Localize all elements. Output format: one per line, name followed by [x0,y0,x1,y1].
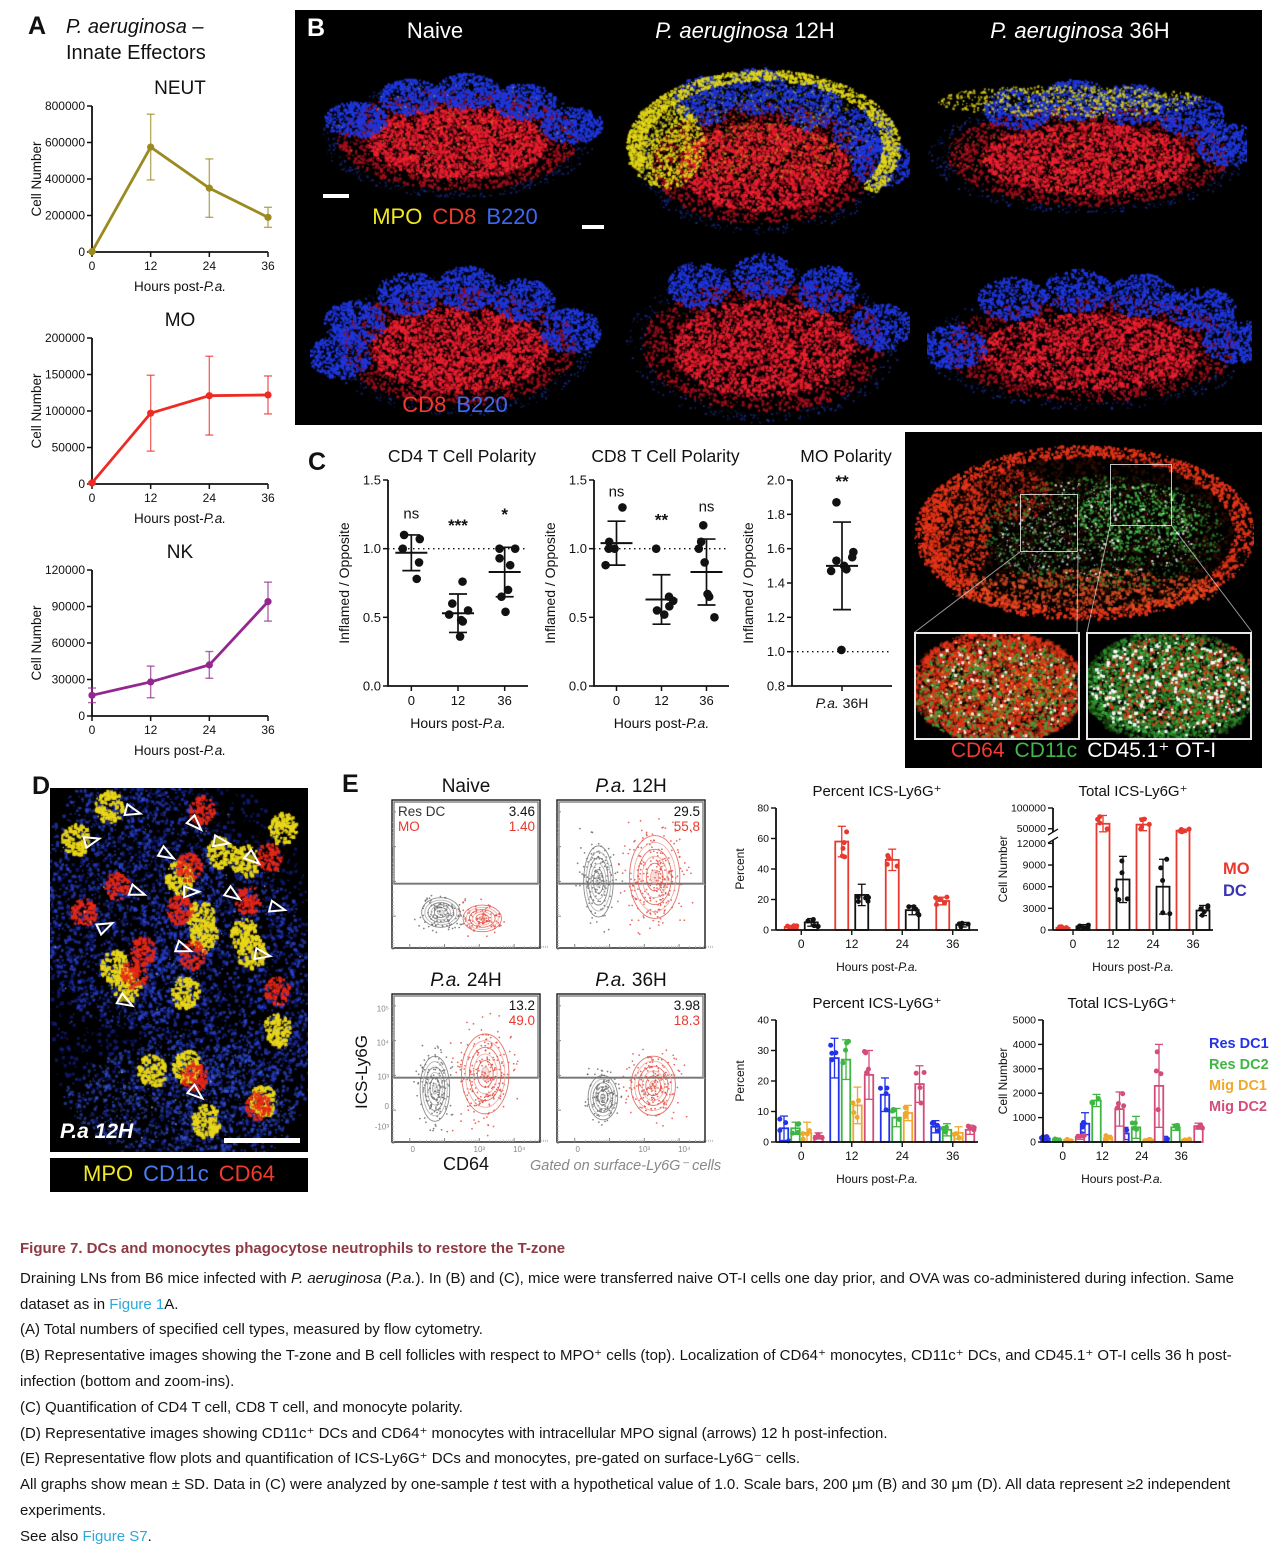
svg-text:5000: 5000 [1012,1014,1036,1027]
figure-link[interactable]: Figure 1 [109,1295,165,1313]
panel-c-label: C [308,448,327,476]
svg-text:0.0: 0.0 [362,678,381,694]
panel-b-label: B [307,14,326,42]
flow-x-axis-label: CD64 [442,1154,490,1174]
svg-text:Mig DC2: Mig DC2 [1209,1099,1267,1115]
svg-text:1.5: 1.5 [568,472,587,488]
svg-text:0: 0 [575,1145,580,1154]
panel-a-title-rest: Innate Effectors [66,42,206,64]
svg-text:P.a. 36H: P.a. 36H [815,695,869,711]
panel-e-label: E [342,770,359,798]
svg-text:12: 12 [450,693,466,708]
svg-text:1.0: 1.0 [568,541,587,557]
svg-text:24: 24 [202,259,217,273]
svg-text:6000: 6000 [1022,881,1046,894]
channel-label-mpo: MPO [83,1161,134,1186]
channel-label-b220: B220 [456,392,508,417]
svg-text:4000: 4000 [1012,1038,1036,1051]
svg-text:Percent ICS-Ly6G⁺: Percent ICS-Ly6G⁺ [812,995,942,1012]
svg-text:0: 0 [88,259,96,273]
figure-caption [20,1236,1257,1550]
channel-label-b220: B220 [486,204,538,229]
svg-text:29.5: 29.5 [673,804,700,819]
svg-text:12000: 12000 [1016,837,1046,850]
svg-text:12: 12 [1106,937,1120,951]
svg-text:3.98: 3.98 [673,998,700,1013]
panel-a-label: A [28,12,47,40]
svg-text:0: 0 [384,1101,389,1111]
svg-text:Hours post-P.a.: Hours post-P.a. [613,715,710,731]
svg-text:36: 36 [946,1149,960,1163]
svg-text:10³: 10³ [638,1145,651,1154]
svg-text:10: 10 [757,1106,769,1118]
svg-text:Hours post-P.a.: Hours post-P.a. [836,1172,918,1186]
caption-title: Figure 7. DCs and monocytes phagocytose neutrophils to restore the T-zone [20,1240,566,1257]
svg-text:800000: 800000 [44,99,85,113]
svg-text:12: 12 [143,723,158,737]
svg-text:-10³: -10³ [374,1122,389,1132]
panel-c [302,440,902,770]
svg-text:2000: 2000 [1012,1087,1036,1100]
scale-bar [224,1138,300,1143]
svg-text:0.0: 0.0 [568,678,587,694]
svg-text:24: 24 [1135,1149,1149,1163]
panel-a-title [66,14,206,66]
bar-chart-percent-mo-dc [732,778,990,978]
line-chart-neut [28,72,282,298]
panel-d-label: D [32,772,51,800]
svg-text:0: 0 [88,723,96,737]
svg-text:36: 36 [261,259,275,273]
panel-a [20,10,292,768]
svg-text:9000: 9000 [1022,859,1046,872]
ln-image-pa36h-mpo-cd8-b220 [927,65,1247,225]
flow-title-pa12h: P.a. 12H [595,776,667,797]
svg-text:36: 36 [261,723,275,737]
svg-text:Res DC1: Res DC1 [1209,1036,1269,1052]
svg-text:60000: 60000 [51,636,85,650]
svg-text:Hours post-P.a.: Hours post-P.a. [133,279,227,294]
svg-text:ns: ns [608,483,625,501]
svg-text:Inflamed / Opposite: Inflamed / Opposite [336,522,352,644]
svg-text:20: 20 [757,1075,769,1088]
channel-legend-bar [50,1158,308,1192]
svg-text:12: 12 [143,259,158,273]
svg-text:40: 40 [757,1014,769,1027]
svg-text:49.0: 49.0 [508,1013,535,1028]
svg-text:18.3: 18.3 [673,1013,700,1028]
svg-text:36: 36 [1174,1149,1188,1163]
svg-text:100000: 100000 [1010,802,1046,815]
bar-chart-total-mo-dc [995,778,1269,978]
panel-e [340,772,1269,1204]
panel-d [28,772,313,1202]
arrowheads-overlay [50,788,308,1152]
flow-title-pa24h: P.a. 24H [430,970,502,991]
svg-text:24: 24 [895,937,909,951]
svg-text:12: 12 [1095,1149,1109,1163]
scatter-cd8-polarity [542,442,740,742]
svg-text:0: 0 [78,477,85,491]
svg-text:MO: MO [164,310,196,331]
bar-chart-percent-dc-subsets [732,990,990,1190]
svg-text:0: 0 [1040,924,1046,937]
svg-text:0: 0 [1059,1149,1067,1163]
svg-text:Cell Number: Cell Number [29,373,44,449]
svg-text:60: 60 [757,833,769,845]
caption-line: See also Figure S7. [20,1527,152,1545]
flow-plot-pa36h [557,994,705,1154]
svg-text:1000: 1000 [1012,1112,1036,1125]
svg-text:Hours post-P.a.: Hours post-P.a. [133,743,227,758]
svg-text:13.2: 13.2 [508,998,535,1013]
svg-text:0: 0 [612,693,621,708]
svg-text:0: 0 [763,1136,769,1149]
svg-text:1.6: 1.6 [766,541,785,557]
svg-text:10⁴: 10⁴ [678,1145,691,1154]
svg-text:12: 12 [143,491,158,505]
svg-text:3000: 3000 [1022,902,1046,915]
svg-text:10⁵: 10⁵ [376,1004,389,1014]
ln-image-naive-mpo-cd8-b220 [307,60,607,200]
svg-text:50000: 50000 [51,440,85,455]
svg-text:0.5: 0.5 [568,609,587,625]
svg-text:1.4: 1.4 [766,575,785,591]
channel-label-cd64: CD64 [218,1161,275,1186]
svg-text:**: ** [835,471,849,491]
channel-label-mpo: MPO [372,204,423,229]
svg-text:Total ICS-Ly6G⁺: Total ICS-Ly6G⁺ [1067,995,1177,1012]
svg-text:Hours post-P.a.: Hours post-P.a. [1081,1172,1163,1186]
zoom-inset-image-1 [914,632,1080,740]
svg-text:1.40: 1.40 [508,819,535,834]
flow-plot-pa24h [374,994,540,1154]
caption-line: All graphs show mean ± SD. Data in (C) were analyzed by one-sample t test with a hypothetical value of 1.0. Scale bars, 200 μm (B) and 30 μm (D). All data represent ≥2 independent experiments. [20,1476,1231,1519]
svg-text:12: 12 [654,693,669,708]
svg-text:Mig DC1: Mig DC1 [1209,1078,1267,1094]
flow-y-axis-label: ICS-Ly6G [352,1035,371,1110]
channel-label-cd64: CD64 [950,739,1005,762]
svg-text:***: *** [448,515,468,535]
svg-text:2.0: 2.0 [766,472,785,488]
flow-title-pa36h: P.a. 36H [595,970,667,991]
figure-link[interactable]: Figure S7 [82,1527,148,1545]
caption-line: (D) Representative images showing CD11c⁺ DCs and CD64⁺ monocytes with intracellular MPO signal (arrows) 12 h post-infection. [20,1424,888,1442]
svg-text:Percent: Percent [733,1060,747,1102]
svg-text:MO Polarity: MO Polarity [800,446,892,466]
svg-text:MO: MO [398,819,420,834]
flow-plot-naive [392,800,540,948]
column-header-naive: Naive [406,18,464,43]
svg-text:1.8: 1.8 [766,506,785,522]
svg-text:Inflamed / Opposite: Inflamed / Opposite [740,522,756,644]
caption-line: (B) Representative images showing the T-zone and B cell follicles with respect to MPO⁺ cells (top). Localization of CD64⁺ monocytes, CD11c⁺ DCs, and CD45.1⁺ OT-I cells 36 h post-infection (bottom and zoom-ins). [20,1347,1232,1390]
column-header-pa36h: P. aeruginosa 36H [990,18,1170,43]
svg-text:36: 36 [497,693,512,708]
svg-text:Inflamed / Opposite: Inflamed / Opposite [542,522,558,644]
svg-text:0: 0 [88,491,96,505]
caption-line: (A) Total numbers of specified cell types, measured by flow cytometry. [20,1321,483,1339]
zoom-inset-image-2 [1086,632,1252,740]
svg-text:20: 20 [757,894,769,906]
channel-label-cd11c: CD11c [1014,739,1078,762]
ln-image-pa12h-mpo-cd8-b220 [615,55,910,240]
svg-text:0: 0 [78,709,85,723]
svg-text:Percent: Percent [733,848,747,890]
svg-text:90000: 90000 [51,599,85,614]
svg-text:24: 24 [1146,937,1160,951]
svg-text:Cell Number: Cell Number [996,1047,1010,1115]
svg-text:Cell Number: Cell Number [29,605,44,681]
svg-text:Hours post-P.a.: Hours post-P.a. [133,511,227,526]
ln-image-pa36h-cd8-b220 [927,255,1252,420]
svg-text:Res DC2: Res DC2 [1209,1057,1269,1073]
svg-text:10³: 10³ [377,1072,389,1082]
flow-plot-pa12h [557,800,705,948]
svg-text:1.2: 1.2 [766,609,785,625]
svg-text:10³: 10³ [473,1145,486,1154]
svg-text:**: ** [654,510,669,530]
svg-text:1.0: 1.0 [362,541,381,557]
svg-text:24: 24 [202,491,217,505]
svg-text:55.8: 55.8 [673,819,700,834]
svg-text:0: 0 [1030,1136,1036,1149]
svg-text:150000: 150000 [44,367,85,382]
channel-legend-cd8-b220 [355,392,555,418]
caption-line: (C) Quantification of CD4 T cell, CD8 T cell, and monocyte polarity. [20,1398,463,1416]
bar-chart-total-dc-subsets [995,990,1269,1190]
svg-text:3000: 3000 [1012,1063,1036,1076]
svg-text:30000: 30000 [51,672,85,687]
line-chart-mo [28,304,282,530]
svg-text:3.46: 3.46 [508,804,535,819]
svg-text:600000: 600000 [44,135,85,150]
channel-label-cd8: CD8 [432,204,477,229]
svg-text:Cell Number: Cell Number [29,141,44,217]
svg-text:Percent ICS-Ly6G⁺: Percent ICS-Ly6G⁺ [812,783,942,800]
svg-text:ns: ns [403,505,420,523]
svg-text:CD8 T Cell Polarity: CD8 T Cell Polarity [591,446,740,466]
svg-text:12: 12 [845,937,859,951]
svg-text:0: 0 [1069,937,1077,951]
panel-a-title-species: P. aeruginosa – [66,16,204,38]
channel-label-cd8: CD8 [402,392,447,417]
caption-line: Draining LNs from B6 mice infected with P. aeruginosa (P.a.). In (B) and (C), mice were transferred naive OT-I cells one day prior, and OVA was co-administered during infection. Same dataset as in Figure 1A. [20,1269,1234,1313]
svg-text:Hours post-P.a.: Hours post-P.a. [836,960,918,974]
svg-text:Total ICS-Ly6G⁺: Total ICS-Ly6G⁺ [1078,783,1188,800]
svg-text:0: 0 [410,1145,415,1154]
svg-text:30: 30 [757,1045,769,1057]
svg-text:100000: 100000 [44,404,85,418]
svg-text:DC: DC [1223,882,1247,900]
svg-text:120000: 120000 [44,563,85,577]
svg-text:0: 0 [797,937,805,951]
svg-text:Res DC: Res DC [398,804,446,819]
svg-text:36: 36 [261,491,275,505]
svg-text:1.0: 1.0 [766,644,785,660]
ln-image-pa12h-cd8-b220 [615,245,910,425]
svg-text:200000: 200000 [44,208,85,223]
svg-text:0: 0 [763,924,769,937]
channel-legend-mpo-cd8-b220 [335,204,575,230]
flow-title-naive: Naive [441,776,491,797]
svg-text:NEUT: NEUT [154,78,206,99]
svg-text:Hours post-P.a.: Hours post-P.a. [1092,960,1174,974]
channel-label-cd45-1-ot-i: CD45.1⁺ OT-I [1087,739,1217,762]
line-chart-nk [28,536,282,762]
svg-text:0: 0 [78,245,85,259]
scatter-cd4-polarity [336,442,536,742]
svg-text:0.5: 0.5 [362,609,381,625]
svg-text:10⁴: 10⁴ [376,1038,389,1048]
svg-text:0: 0 [407,693,415,708]
svg-text:36: 36 [699,693,714,708]
svg-text:Cell Number: Cell Number [996,835,1010,903]
svg-text:*: * [501,504,508,524]
svg-text:24: 24 [202,723,217,737]
svg-text:200000: 200000 [44,331,85,345]
svg-text:10⁴: 10⁴ [513,1145,526,1154]
svg-text:NK: NK [166,542,194,563]
svg-text:ns: ns [698,498,715,516]
scale-bar [582,225,604,229]
channel-label-cd11c: CD11c [143,1161,209,1186]
scale-bar [323,194,349,198]
scatter-mo-polarity [740,442,900,742]
panel-b-zoom [905,432,1262,768]
channel-legend-mpo-cd11c-cd64 [50,1161,308,1187]
panel-b [295,10,1262,425]
svg-text:36: 36 [946,937,960,951]
svg-text:0.8: 0.8 [766,678,785,694]
svg-text:MO: MO [1223,860,1250,878]
svg-text:Hours post-P.a.: Hours post-P.a. [410,715,506,731]
caption-line: (E) Representative flow plots and quantification of ICS-Ly6G⁺ DCs and monocytes, pre-gated on surface-Ly6G⁻ cells. [20,1450,801,1468]
column-header-pa12h: P. aeruginosa 12H [655,18,835,43]
svg-text:0: 0 [797,1149,805,1163]
svg-text:24: 24 [895,1149,909,1163]
svg-text:40: 40 [757,863,769,876]
svg-text:1.5: 1.5 [362,472,381,488]
channel-legend-cd64-cd11c-ot1 [905,738,1262,763]
svg-text:50000: 50000 [1016,823,1046,836]
svg-text:12: 12 [845,1149,859,1163]
svg-text:36: 36 [1186,937,1200,951]
svg-text:80: 80 [757,802,769,815]
image-timepoint-label: P.a 12H [60,1120,134,1143]
svg-text:CD4 T Cell Polarity: CD4 T Cell Polarity [387,446,537,466]
flow-gating-footnote: Gated on surface-Ly6G⁻ cells [530,1158,722,1174]
svg-text:400000: 400000 [44,172,85,186]
